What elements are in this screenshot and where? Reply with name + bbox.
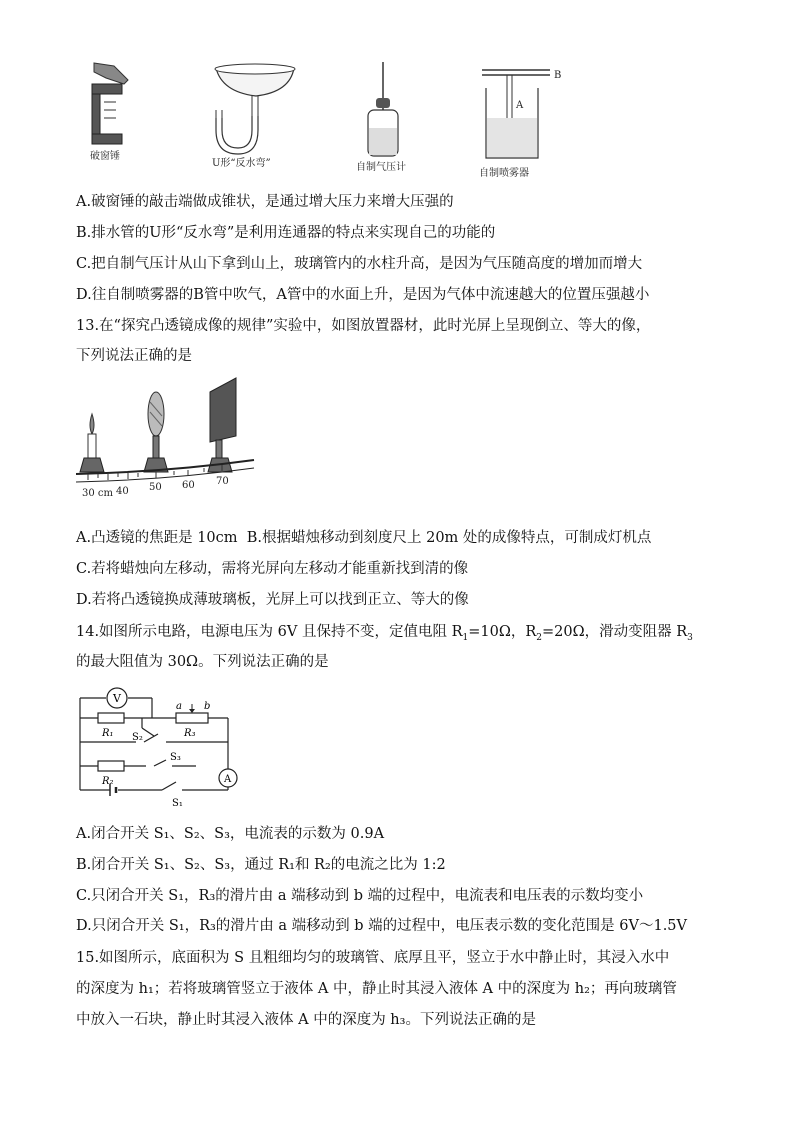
q12-option-c: C.把自制气压计从山下拿到山上，玻璃管内的水柱升高，是因为气压随高度的增加而增大: [76, 256, 643, 272]
u-trap-figure: [212, 64, 295, 169]
label-a: A: [516, 100, 524, 111]
q13-option-c: C.若将蜡烛向左移动，需将光屏向左移动才能重新找到清的像: [76, 561, 469, 577]
hammer-figure: [90, 63, 128, 162]
r2-label: R₂: [102, 776, 114, 787]
tick-50: 50: [149, 482, 162, 493]
q14-stem-2: 的最大阻值为 30Ω。下列说法正确的是: [76, 654, 329, 670]
q14-stem-part: =20Ω，滑动变阻器 R: [542, 624, 688, 640]
q15-line-3: 中放入一石块，静止时其浸入液体 A 中的深度为 h₃。下列说法正确的是: [76, 1012, 536, 1028]
slider-a-label: a: [176, 701, 182, 712]
tick-70: 70: [216, 476, 229, 487]
q12-option-d: D.往自制喷雾器的B管中吹气，A管中的水面上升，是因为气体中流速越大的位置压强越小: [76, 287, 650, 303]
q14-stem-part: 14.如图所示电路，电源电压为 6V 且保持不变，定值电阻 R: [76, 624, 463, 640]
q12-option-a: A.破窗锤的敲击端做成锥状，是通过增大压力来增大压强的: [76, 194, 454, 210]
s1-label: S₁: [172, 798, 183, 809]
sprayer-caption: 自制喷雾器: [479, 168, 529, 179]
voltmeter-label: V: [113, 692, 121, 705]
label-b: B: [554, 70, 562, 81]
convex-lens: [148, 392, 164, 458]
sprayer-figure: [479, 70, 561, 179]
q12-figures: [76, 58, 596, 188]
q14-option-d: D.只闭合开关 S₁，R₃的滑片由 a 端移动到 b 端的过程中，电压表示数的变化范围是 6V～1.5V: [76, 918, 688, 934]
q12-option-b: B.排水管的U形“反水弯”是利用连通器的特点来实现自己的功能的: [76, 225, 496, 241]
barometer-figure: [356, 62, 406, 173]
s2-label: S₂: [132, 732, 143, 743]
tick-30cm: 30 cm: [82, 488, 113, 499]
q13-options-ab: [76, 528, 651, 548]
q14-option-a: A.闭合开关 S₁、S₂、S₃，电流表的示数为 0.9A: [76, 826, 385, 842]
q15-line-1: 15.如图所示，底面积为 S 且粗细均匀的玻璃管、底厚且平，竖立于水中静止时，其浸入水中: [76, 950, 670, 966]
q13-stem-1: 13.在“探究凸透镜成像的规律”实验中，如图放置器材，此时光屏上呈现倒立、等大的像，: [76, 318, 651, 334]
r3-label: R₃: [184, 728, 196, 739]
sub-r1: 1: [462, 632, 469, 643]
hammer-caption: 破窗锤: [90, 151, 120, 162]
tick-40: 40: [116, 486, 129, 497]
barometer-caption: 自制气压计: [356, 162, 406, 173]
u-trap-caption: U形“反水弯”: [212, 158, 271, 169]
q14-stem-1: [76, 622, 693, 648]
tick-60: 60: [182, 480, 195, 491]
sub-r3: 3: [687, 632, 693, 643]
q15-line-2: 的深度为 h₁；若将玻璃管竖立于液体 A 中，静止时其浸入液体 A 中的深度为 h₂；再向玻璃管: [76, 981, 677, 997]
light-screen: [210, 378, 236, 458]
q14-stem-part: =10Ω，R: [468, 624, 537, 640]
q13-option-d: D.若将凸透镜换成薄玻璃板，光屏上可以找到正立、等大的像: [76, 592, 469, 608]
lens-bench-figure: [76, 376, 256, 504]
circuit-diagram: [76, 684, 242, 810]
r1-label: R₁: [102, 728, 114, 739]
slider-b-label: b: [204, 701, 211, 712]
q14-option-c: C.只闭合开关 S₁，R₃的滑片由 a 端移动到 b 端的过程中，电流表和电压表的示数均变小: [76, 888, 644, 904]
q13-stem-2: 下列说法正确的是: [76, 348, 192, 364]
ammeter-label: A: [224, 774, 232, 785]
q13-option-a: A.凸透镜的焦距是 10cm: [76, 530, 238, 546]
q13-option-b: B.根据蜡烛移动到刻度尺上 20m 处的成像特点，可制成灯机点: [246, 530, 652, 546]
s3-label: S₃: [170, 752, 181, 763]
q14-option-b: B.闭合开关 S₁、S₂、S₃，通过 R₁和 R₂的电流之比为 1:2: [76, 857, 446, 873]
sub-r2: 2: [536, 632, 543, 643]
candle: [88, 414, 96, 458]
